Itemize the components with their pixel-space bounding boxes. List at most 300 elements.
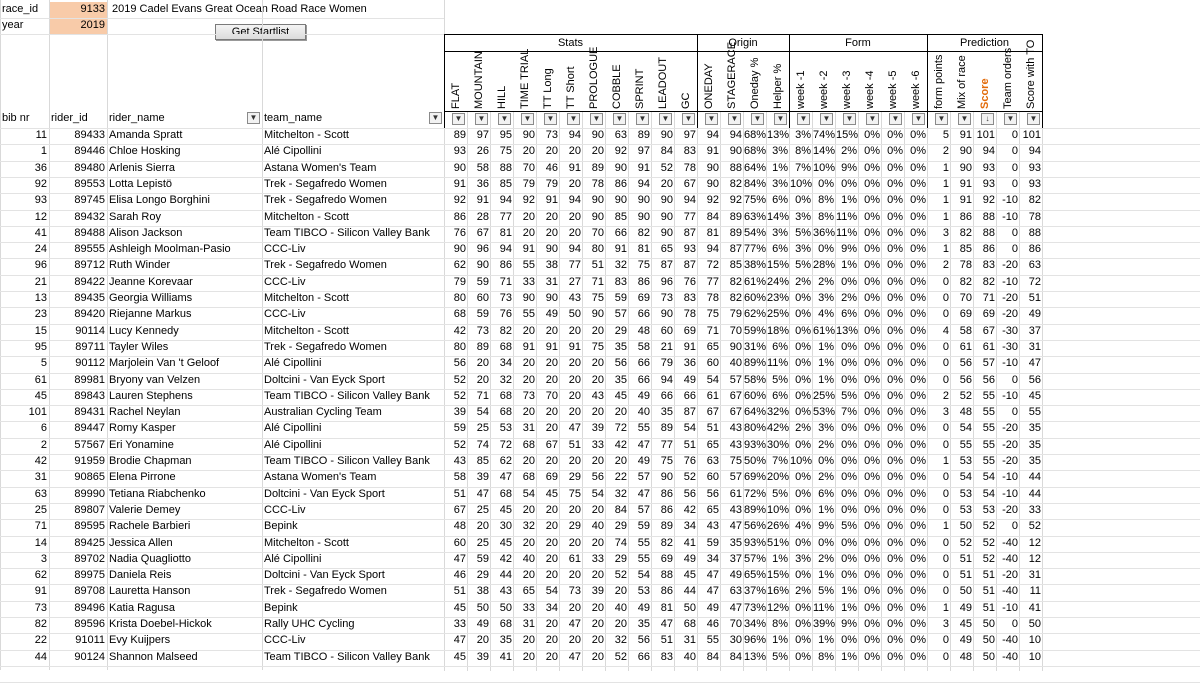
cell-rider-name[interactable]: Elena Pirrone xyxy=(109,471,176,484)
column-header-prologue[interactable] xyxy=(582,46,605,111)
cell-value[interactable]: 79 xyxy=(660,357,673,370)
filter-dropdown-icon[interactable]: ▼ xyxy=(682,113,695,125)
cell-value[interactable]: 20 xyxy=(545,324,558,337)
cell-bib[interactable]: 73 xyxy=(34,601,47,614)
cell-rider-id[interactable]: 89596 xyxy=(74,618,105,630)
cell-value[interactable]: 40 xyxy=(729,357,742,370)
cell-value[interactable]: 90 xyxy=(614,161,627,174)
cell-value[interactable]: 42 xyxy=(683,503,696,516)
cell-rider-id[interactable]: 89432 xyxy=(74,210,105,223)
cell-value[interactable]: 69 xyxy=(660,552,673,565)
cell-value[interactable]: 83 xyxy=(683,145,696,158)
cell-value[interactable]: 6% xyxy=(772,194,788,207)
filter-dropdown-icon[interactable]: ▼ xyxy=(659,113,672,125)
cell-value[interactable]: 80% xyxy=(744,422,766,435)
cell-value[interactable]: 0% xyxy=(841,357,857,370)
cell-value[interactable]: 20 xyxy=(522,406,535,419)
cell-value[interactable]: 0% xyxy=(841,177,857,190)
cell-value[interactable]: 57 xyxy=(982,357,995,370)
cell-value[interactable]: 50 xyxy=(568,308,581,321)
cell-value[interactable]: -10 xyxy=(1002,389,1018,402)
cell-value[interactable]: 50 xyxy=(1028,618,1041,630)
cell-value[interactable]: 43 xyxy=(568,292,581,304)
cell-value[interactable]: 20 xyxy=(591,357,604,370)
cell-value[interactable]: 82 xyxy=(1028,194,1041,207)
cell-team-name[interactable]: Rally UHC Cycling xyxy=(264,618,355,630)
cell-value[interactable]: 20 xyxy=(591,536,604,549)
cell-value[interactable]: 72 xyxy=(706,259,719,272)
cell-value[interactable]: 8% xyxy=(818,650,834,663)
cell-value[interactable]: 58 xyxy=(453,471,466,484)
cell-value[interactable]: 78 xyxy=(683,308,696,321)
cell-value[interactable]: 0% xyxy=(887,585,903,598)
cell-value[interactable]: 59 xyxy=(476,552,489,565)
cell-value[interactable]: 0 xyxy=(1011,618,1018,630)
cell-value[interactable]: 0% xyxy=(887,129,903,141)
cell-value[interactable]: 49 xyxy=(683,373,696,386)
cell-value[interactable]: 44 xyxy=(499,569,512,582)
cell-value[interactable]: 5% xyxy=(772,650,788,663)
cell-value[interactable]: 86 xyxy=(637,275,650,288)
cell-value[interactable]: 0% xyxy=(841,340,857,353)
cell-value[interactable]: 1 xyxy=(942,177,949,190)
cell-value[interactable]: 52 xyxy=(1028,520,1041,533)
cell-value[interactable]: 88 xyxy=(660,569,673,582)
cell-value[interactable]: 85 xyxy=(614,210,627,223)
column-header-sprint[interactable] xyxy=(628,51,651,111)
cell-value[interactable]: 0% xyxy=(864,406,880,419)
cell-value[interactable]: 0 xyxy=(942,552,949,565)
cell-value[interactable]: 66 xyxy=(637,357,650,370)
cell-value[interactable]: 0 xyxy=(942,373,949,386)
cell-value[interactable]: 48 xyxy=(637,324,650,337)
cell-value[interactable]: 0 xyxy=(1011,129,1018,141)
cell-value[interactable]: 36 xyxy=(476,177,489,190)
cell-bib[interactable]: 91 xyxy=(34,585,47,598)
cell-value[interactable]: 32% xyxy=(767,406,789,419)
cell-value[interactable]: 20 xyxy=(568,210,581,223)
cell-value[interactable]: 65 xyxy=(522,585,535,598)
cell-value[interactable]: 89 xyxy=(660,520,673,533)
cell-rider-name[interactable]: Daniela Reis xyxy=(109,569,172,582)
cell-value[interactable]: 49 xyxy=(959,601,972,614)
cell-value[interactable]: 54 xyxy=(522,487,535,500)
cell-value[interactable]: 20 xyxy=(545,422,558,435)
cell-value[interactable]: -40 xyxy=(1002,650,1018,663)
cell-bib[interactable]: 5 xyxy=(40,357,47,370)
cell-value[interactable]: 8% xyxy=(795,145,811,158)
cell-value[interactable]: 20 xyxy=(568,406,581,419)
cell-value[interactable]: 0% xyxy=(887,487,903,500)
cell-value[interactable]: 90 xyxy=(522,292,535,304)
cell-rider-name[interactable]: Sarah Roy xyxy=(109,210,161,223)
cell-value[interactable]: 20 xyxy=(522,210,535,223)
cell-value[interactable]: 93 xyxy=(1028,177,1041,190)
cell-rider-name[interactable]: Lauretta Hanson xyxy=(109,585,191,598)
cell-value[interactable]: 20 xyxy=(568,145,581,158)
cell-value[interactable]: 51 xyxy=(568,438,581,451)
cell-bib[interactable]: 42 xyxy=(34,455,47,467)
cell-value[interactable]: 97 xyxy=(683,129,696,141)
cell-value[interactable]: 92 xyxy=(706,194,719,207)
cell-value[interactable]: 0% xyxy=(910,243,926,256)
cell-bib[interactable]: 2 xyxy=(40,438,47,451)
cell-value[interactable]: 0% xyxy=(864,650,880,663)
cell-value[interactable]: 3% xyxy=(795,210,811,223)
cell-value[interactable]: 92 xyxy=(522,194,535,207)
filter-dropdown-icon[interactable]: ▼ xyxy=(866,113,879,125)
cell-value[interactable]: 88 xyxy=(1028,226,1041,239)
cell-rider-name[interactable]: Chloe Hosking xyxy=(109,145,181,158)
cell-value[interactable]: 45 xyxy=(453,601,466,614)
cell-value[interactable]: 2% xyxy=(841,292,857,304)
cell-value[interactable]: 68 xyxy=(522,438,535,451)
cell-value[interactable]: 0% xyxy=(864,210,880,223)
cell-value[interactable]: 0% xyxy=(864,438,880,451)
cell-value[interactable]: 0% xyxy=(795,194,811,207)
cell-value[interactable]: 66 xyxy=(637,308,650,321)
cell-value[interactable]: 29 xyxy=(476,569,489,582)
cell-value[interactable]: 94 xyxy=(568,194,581,207)
cell-value[interactable]: 65 xyxy=(706,503,719,516)
filter-dropdown-icon[interactable]: ▼ xyxy=(590,113,603,125)
cell-value[interactable]: 39 xyxy=(591,422,604,435)
cell-value[interactable]: 52 xyxy=(959,389,972,402)
cell-value[interactable]: 60% xyxy=(744,292,766,304)
cell-value[interactable]: 51 xyxy=(683,438,696,451)
cell-rider-name[interactable]: Tayler Wiles xyxy=(109,340,169,353)
cell-value[interactable]: 20 xyxy=(545,618,558,630)
cell-value[interactable]: 20 xyxy=(568,324,581,337)
cell-value[interactable]: 94 xyxy=(660,373,673,386)
cell-value[interactable]: 2 xyxy=(942,389,949,402)
cell-value[interactable]: 0% xyxy=(910,618,926,630)
column-header-mountain[interactable] xyxy=(467,51,490,111)
cell-team-name[interactable]: Alé Cipollini xyxy=(264,357,322,370)
cell-value[interactable]: 71 xyxy=(591,275,604,288)
cell-rider-name[interactable]: Evy Kuijpers xyxy=(109,634,171,647)
cell-value[interactable]: 91 xyxy=(959,177,972,190)
cell-value[interactable]: 71 xyxy=(476,389,489,402)
column-header-helper-[interactable] xyxy=(766,51,789,111)
column-header-mix-of-race[interactable] xyxy=(950,51,973,111)
cell-value[interactable]: 68 xyxy=(499,389,512,402)
cell-value[interactable]: 82 xyxy=(660,536,673,549)
cell-value[interactable]: 83 xyxy=(982,259,995,272)
cell-value[interactable]: 91 xyxy=(959,129,972,141)
cell-value[interactable]: 86 xyxy=(660,585,673,598)
cell-value[interactable]: 20 xyxy=(568,389,581,402)
cell-value[interactable]: 90 xyxy=(637,210,650,223)
cell-value[interactable]: 92 xyxy=(614,145,627,158)
cell-value[interactable]: 31 xyxy=(1028,569,1041,582)
cell-value[interactable]: 90 xyxy=(660,471,673,484)
cell-value[interactable]: 6% xyxy=(772,389,788,402)
cell-value[interactable]: 39% xyxy=(813,618,835,630)
cell-value[interactable]: 20 xyxy=(660,177,673,190)
cell-value[interactable]: 47 xyxy=(568,650,581,663)
cell-value[interactable]: 60 xyxy=(660,324,673,337)
cell-value[interactable]: 57% xyxy=(744,552,766,565)
cell-value[interactable]: 85 xyxy=(499,177,512,190)
cell-bib[interactable]: 22 xyxy=(34,634,47,647)
filter-dropdown-icon[interactable]: ▼ xyxy=(912,113,925,125)
cell-value[interactable]: 20 xyxy=(522,145,535,158)
cell-value[interactable]: 63 xyxy=(614,129,627,141)
cell-value[interactable]: 0% xyxy=(864,373,880,386)
cell-rider-id[interactable]: 89807 xyxy=(74,503,105,516)
cell-value[interactable]: 58 xyxy=(476,161,489,174)
cell-value[interactable]: 35 xyxy=(499,634,512,647)
cell-value[interactable]: 21 xyxy=(660,340,673,353)
cell-value[interactable]: 0 xyxy=(942,503,949,516)
cell-value[interactable]: 5% xyxy=(795,259,811,272)
cell-value[interactable]: -10 xyxy=(1002,357,1018,370)
cell-value[interactable]: 32 xyxy=(614,259,627,272)
cell-value[interactable]: 78 xyxy=(591,177,604,190)
cell-value[interactable]: 33 xyxy=(591,438,604,451)
cell-value[interactable]: 20 xyxy=(522,226,535,239)
column-header-flat[interactable] xyxy=(444,51,467,111)
cell-value[interactable]: 29 xyxy=(614,520,627,533)
cell-value[interactable]: 4% xyxy=(795,520,811,533)
column-header-gc[interactable] xyxy=(674,51,697,111)
cell-value[interactable]: 30% xyxy=(767,438,789,451)
cell-value[interactable]: 45 xyxy=(545,487,558,500)
cell-value[interactable]: 84% xyxy=(744,177,766,190)
cell-value[interactable]: 35 xyxy=(1028,438,1041,451)
cell-value[interactable]: 34% xyxy=(744,618,766,630)
cell-value[interactable]: 0% xyxy=(910,650,926,663)
cell-value[interactable]: 33 xyxy=(522,275,535,288)
cell-value[interactable]: 53 xyxy=(959,503,972,516)
cell-bib[interactable]: 23 xyxy=(34,308,47,321)
cell-value[interactable]: 11% xyxy=(767,357,789,370)
cell-value[interactable]: 47 xyxy=(476,487,489,500)
cell-value[interactable]: 15% xyxy=(836,129,858,141)
column-header-tt-short[interactable] xyxy=(559,51,582,111)
cell-rider-id[interactable]: 89555 xyxy=(74,243,105,256)
cell-value[interactable]: 0% xyxy=(841,536,857,549)
cell-value[interactable]: 96% xyxy=(744,634,766,647)
cell-value[interactable]: 20 xyxy=(591,618,604,630)
cell-value[interactable]: 52 xyxy=(614,650,627,663)
cell-value[interactable]: 91 xyxy=(453,177,466,190)
cell-value[interactable]: 1% xyxy=(841,585,857,598)
cell-value[interactable]: 20 xyxy=(591,324,604,337)
cell-value[interactable]: 70 xyxy=(729,618,742,630)
cell-value[interactable]: 55 xyxy=(982,406,995,419)
column-header-team-name[interactable]: team_name xyxy=(264,112,323,124)
cell-bib[interactable]: 61 xyxy=(34,373,47,386)
cell-value[interactable]: 50 xyxy=(982,650,995,663)
column-header-rider-id[interactable]: rider_id xyxy=(51,112,88,124)
cell-value[interactable]: 74% xyxy=(813,129,835,141)
cell-value[interactable]: 3% xyxy=(818,292,834,304)
cell-value[interactable]: 81 xyxy=(660,601,673,614)
filter-dropdown-icon[interactable]: ▼ xyxy=(567,113,580,125)
cell-team-name[interactable]: Doltcini - Van Eyck Sport xyxy=(264,569,385,582)
cell-team-name[interactable]: Mitchelton - Scott xyxy=(264,129,349,141)
cell-value[interactable]: 91 xyxy=(545,194,558,207)
cell-value[interactable]: 1% xyxy=(818,634,834,647)
cell-value[interactable]: 68 xyxy=(499,406,512,419)
cell-value[interactable]: 73 xyxy=(522,389,535,402)
cell-value[interactable]: 94 xyxy=(637,177,650,190)
cell-value[interactable]: 47 xyxy=(499,471,512,484)
cell-value[interactable]: 75 xyxy=(660,455,673,467)
cell-value[interactable]: 80 xyxy=(591,243,604,256)
cell-value[interactable]: 0% xyxy=(864,259,880,272)
cell-value[interactable]: 47 xyxy=(660,618,673,630)
cell-value[interactable]: 25 xyxy=(476,536,489,549)
cell-value[interactable]: 5% xyxy=(772,487,788,500)
filter-dropdown-icon[interactable]: ▼ xyxy=(843,113,856,125)
cell-value[interactable]: 43 xyxy=(499,585,512,598)
cell-value[interactable]: 0 xyxy=(942,585,949,598)
cell-value[interactable]: 50 xyxy=(499,601,512,614)
cell-value[interactable]: 82 xyxy=(982,275,995,288)
cell-value[interactable]: 90 xyxy=(591,308,604,321)
cell-value[interactable]: 0% xyxy=(910,552,926,565)
cell-value[interactable]: 0% xyxy=(795,634,811,647)
cell-value[interactable]: 61 xyxy=(568,552,581,565)
cell-value[interactable]: 10% xyxy=(790,177,812,190)
cell-rider-name[interactable]: Rachele Barbieri xyxy=(109,520,191,533)
cell-rider-id[interactable]: 89446 xyxy=(74,145,105,158)
cell-rider-name[interactable]: Arlenis Sierra xyxy=(109,161,176,174)
cell-value[interactable]: 33 xyxy=(1028,503,1041,516)
filter-dropdown-icon[interactable]: ▼ xyxy=(475,113,488,125)
cell-bib[interactable]: 101 xyxy=(28,406,47,419)
cell-rider-name[interactable]: Romy Kasper xyxy=(109,422,176,435)
cell-value[interactable]: 65 xyxy=(706,340,719,353)
column-header-cobble[interactable] xyxy=(605,51,628,111)
cell-value[interactable]: 94 xyxy=(706,243,719,256)
cell-value[interactable]: 59 xyxy=(476,275,489,288)
cell-value[interactable]: 51 xyxy=(453,487,466,500)
cell-value[interactable]: 90 xyxy=(545,292,558,304)
cell-rider-id[interactable]: 90865 xyxy=(74,471,105,484)
cell-rider-id[interactable]: 89553 xyxy=(74,177,105,190)
cell-value[interactable]: 55 xyxy=(982,422,995,435)
cell-value[interactable]: 70 xyxy=(729,324,742,337)
cell-value[interactable]: 55 xyxy=(637,552,650,565)
cell-value[interactable]: 62 xyxy=(499,455,512,467)
cell-value[interactable]: 31 xyxy=(683,634,696,647)
cell-value[interactable]: 51 xyxy=(1028,292,1041,304)
cell-value[interactable]: 53 xyxy=(499,422,512,435)
cell-value[interactable]: 82 xyxy=(959,275,972,288)
cell-rider-id[interactable]: 89711 xyxy=(75,340,105,353)
cell-rider-name[interactable]: Nadia Quagliotto xyxy=(109,552,191,565)
cell-value[interactable]: 0% xyxy=(864,308,880,321)
cell-value[interactable]: 35 xyxy=(1028,422,1041,435)
cell-rider-id[interactable]: 89425 xyxy=(74,536,105,549)
cell-value[interactable]: 91 xyxy=(568,161,581,174)
cell-value[interactable]: 60 xyxy=(453,536,466,549)
cell-value[interactable]: 1% xyxy=(818,569,834,582)
cell-value[interactable]: 11% xyxy=(836,210,858,223)
cell-value[interactable]: 25% xyxy=(767,308,789,321)
cell-value[interactable]: 53 xyxy=(959,487,972,500)
cell-value[interactable]: 25 xyxy=(476,503,489,516)
cell-bib[interactable]: 41 xyxy=(34,226,47,239)
cell-value[interactable]: 0% xyxy=(887,308,903,321)
cell-value[interactable]: 72% xyxy=(744,487,766,500)
cell-value[interactable]: 0% xyxy=(910,503,926,516)
cell-bib[interactable]: 45 xyxy=(34,389,47,402)
cell-value[interactable]: 7% xyxy=(841,406,857,419)
cell-value[interactable]: 97 xyxy=(476,129,489,141)
cell-value[interactable]: 0% xyxy=(795,308,811,321)
cell-value[interactable]: 45 xyxy=(614,389,627,402)
cell-value[interactable]: 61 xyxy=(706,389,719,402)
cell-rider-id[interactable]: 89433 xyxy=(74,129,105,141)
cell-value[interactable]: 9% xyxy=(818,520,834,533)
cell-value[interactable]: 0% xyxy=(795,503,811,516)
cell-value[interactable]: 56 xyxy=(637,634,650,647)
cell-value[interactable]: 25% xyxy=(813,389,835,402)
cell-value[interactable]: 20 xyxy=(476,357,489,370)
cell-value[interactable]: 0% xyxy=(887,226,903,239)
cell-value[interactable]: 0% xyxy=(818,243,834,256)
cell-value[interactable]: 32 xyxy=(499,373,512,386)
cell-value[interactable]: 0% xyxy=(887,210,903,223)
cell-value[interactable]: 49 xyxy=(637,601,650,614)
cell-value[interactable]: 57 xyxy=(614,308,627,321)
cell-rider-id[interactable]: 89595 xyxy=(74,520,105,533)
cell-value[interactable]: 20 xyxy=(545,520,558,533)
cell-value[interactable]: 54 xyxy=(982,487,995,500)
cell-value[interactable]: 3% xyxy=(772,145,788,158)
cell-value[interactable]: 91 xyxy=(476,194,489,207)
cell-value[interactable]: 47 xyxy=(729,520,742,533)
cell-value[interactable]: 13% xyxy=(836,324,858,337)
cell-value[interactable]: 8% xyxy=(772,618,788,630)
cell-value[interactable]: 20 xyxy=(545,406,558,419)
cell-value[interactable]: 67 xyxy=(476,226,489,239)
cell-value[interactable]: 39 xyxy=(476,471,489,484)
cell-value[interactable]: 4% xyxy=(818,308,834,321)
cell-value[interactable]: 55 xyxy=(706,634,719,647)
cell-value[interactable]: 6% xyxy=(818,487,834,500)
cell-value[interactable]: 61 xyxy=(982,340,995,353)
cell-value[interactable]: 20 xyxy=(522,650,535,663)
cell-value[interactable]: 87 xyxy=(729,243,742,256)
cell-bib[interactable]: 21 xyxy=(34,275,47,288)
cell-value[interactable]: 0 xyxy=(942,634,949,647)
cell-bib[interactable]: 96 xyxy=(34,259,47,272)
cell-value[interactable]: 65% xyxy=(744,569,766,582)
cell-value[interactable]: 31 xyxy=(522,422,535,435)
cell-team-name[interactable]: Alé Cipollini xyxy=(264,422,322,435)
cell-rider-name[interactable]: Amanda Spratt xyxy=(109,129,183,141)
cell-value[interactable]: 75 xyxy=(591,292,604,304)
cell-value[interactable]: 35 xyxy=(614,340,627,353)
cell-value[interactable]: 20 xyxy=(476,373,489,386)
cell-value[interactable]: 10% xyxy=(790,455,812,467)
cell-value[interactable]: 0% xyxy=(910,259,926,272)
cell-value[interactable]: 4 xyxy=(942,324,949,337)
cell-value[interactable]: 0% xyxy=(864,145,880,158)
cell-value[interactable]: 20 xyxy=(476,634,489,647)
cell-value[interactable]: 2% xyxy=(795,275,811,288)
cell-value[interactable]: 0% xyxy=(864,275,880,288)
cell-value[interactable]: 88 xyxy=(499,161,512,174)
cell-value[interactable]: 2% xyxy=(795,585,811,598)
cell-value[interactable]: 60 xyxy=(706,357,719,370)
